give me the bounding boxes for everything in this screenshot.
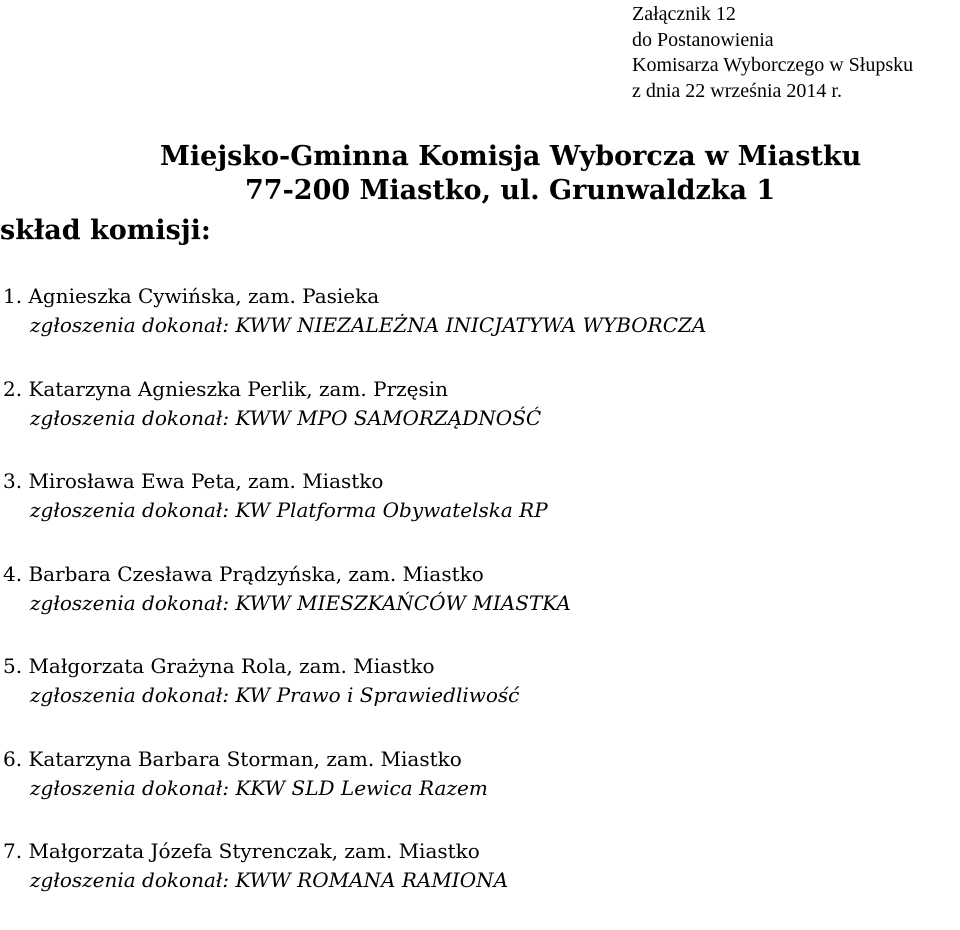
member-name-line: 2. Katarzyna Agnieszka Perlik, zam. Przęsin <box>3 376 449 401</box>
member-name-line: 7. Małgorzata Józefa Styrenczak, zam. Miastko <box>3 839 480 863</box>
member-item <box>0 560 960 653</box>
member-name-line: 5. Małgorzata Grażyna Rola, zam. Miastko <box>3 654 435 678</box>
member-item <box>0 282 960 375</box>
member-name-line: 1. Agnieszka Cywińska, zam. Pasieka <box>3 284 380 308</box>
commission-address: 77-200 Miastko, ul. Grunwaldzka 1 <box>245 175 776 206</box>
member-item <box>0 467 960 560</box>
member-submitted-by: zgłoszenia dokonał: KWW MIESZKAŃCÓW MIASTKA <box>30 590 571 615</box>
annex-line-commissioner: Komisarza Wyborczego w Słupsku <box>632 54 914 76</box>
member-item <box>0 652 960 745</box>
composition-label: skład komisji: <box>0 215 211 246</box>
member-submitted-by: zgłoszenia dokonał: KW Prawo i Sprawiedliwość <box>30 683 520 707</box>
member-submitted-by: zgłoszenia dokonał: KWW NIEZALEŻNA INICJATYWA WYBORCZA <box>30 313 707 337</box>
member-name-line: 6. Katarzyna Barbara Storman, zam. Miastko <box>3 746 462 771</box>
member-name-line: 3. Mirosława Ewa Peta, zam. Miastko <box>3 469 384 493</box>
annex-line-resolution: do Postanowienia <box>632 28 774 51</box>
member-submitted-by: zgłoszenia dokonał: KWW ROMANA RAMIONA <box>30 868 509 892</box>
member-item <box>0 375 960 468</box>
member-submitted-by: zgłoszenia dokonał: KW Platforma Obywatelska RP <box>30 498 548 522</box>
member-submitted-by: zgłoszenia dokonał: KWW MPO SAMORZĄDNOŚĆ <box>30 405 542 430</box>
member-name-line: 4. Barbara Czesława Prądzyńska, zam. Miastko <box>3 561 484 586</box>
commission-title: Miejsko-Gminna Komisja Wyborcza w Miastku <box>160 141 862 172</box>
member-submitted-by: zgłoszenia dokonał: KKW SLD Lewica Razem <box>30 775 488 800</box>
annex-line-date: z dnia 22 września 2014 r. <box>632 79 842 102</box>
member-item <box>0 745 960 838</box>
annex-line-number: Załącznik 12 <box>632 3 736 25</box>
annex-header <box>632 2 913 104</box>
member-list <box>0 282 960 930</box>
member-item <box>0 837 960 930</box>
